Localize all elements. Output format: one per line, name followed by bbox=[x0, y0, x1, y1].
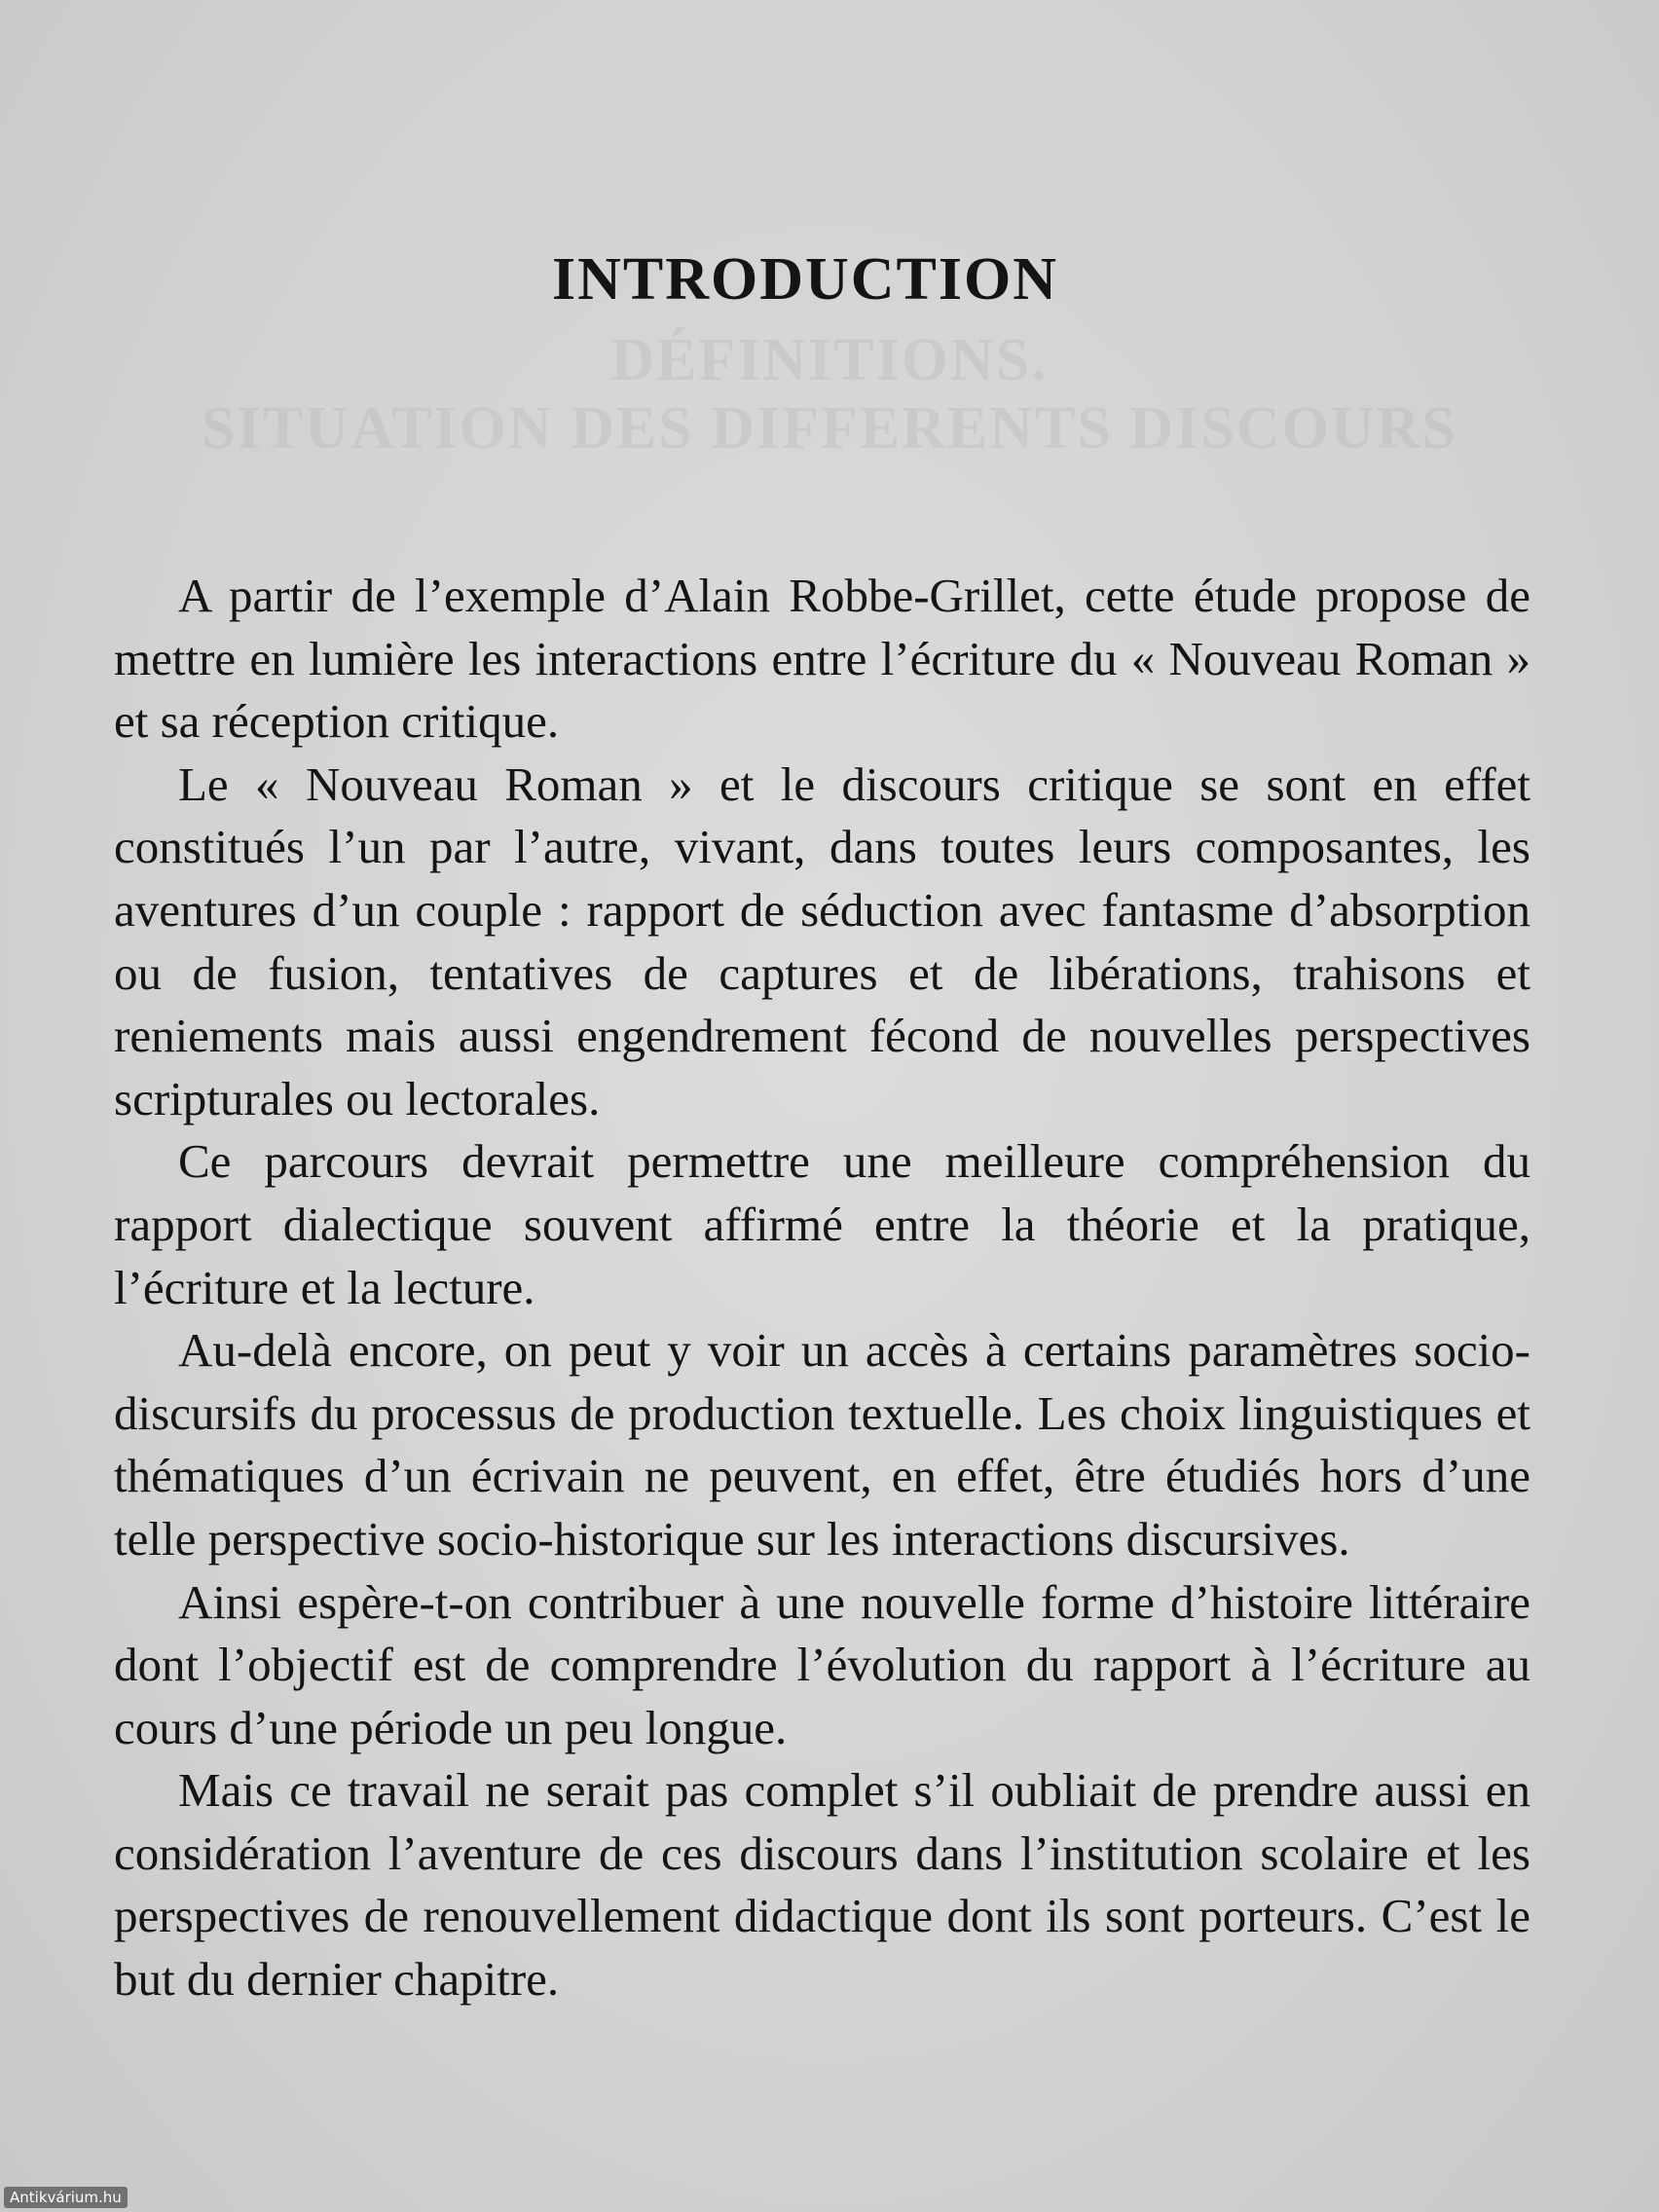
page-title: INTRODUCTION bbox=[551, 246, 1059, 313]
paragraph-3: Ce parcours devrait permettre une meilleure compréhension du rapport dialectique souvent affirmé entre la théorie et la pratique, l’écriture et la lecture. bbox=[114, 1134, 1530, 1314]
paragraph-2: Le « Nouveau Roman » et le discours critique se sont en effet constitués l’un par l’autre, vivant, dans toutes leurs composantes, les aventures d’un couple : rapport de séduction avec fantasme d’absorption ou de fusion, tentatives de captures et de libérations, trahisons et reniements mais aussi engendrement fécond de nouvelles perspectives scripturales ou lectorales. bbox=[114, 756, 1530, 1125]
paragraph-5: Ainsi espère-t-on contribuer à une nouvelle forme d’histoire littéraire dont l’objectif est de comprendre l’évolution du rapport à l’écriture au cours d’une période un peu longue. bbox=[114, 1574, 1530, 1754]
paragraph-4: Au-delà encore, on peut y voir un accès à certains paramètres socio-discursifs du processus de production textuelle. Les choix linguistiques et thématiques d’un écrivain ne peuvent, en effet, être étudiés hors d’une telle perspective socio-historique sur les interactions discursives. bbox=[114, 1323, 1530, 1566]
watermark-label: Antikvárium.hu bbox=[4, 2187, 128, 2208]
paragraph-6: Mais ce travail ne serait pas complet s’il oubliait de prendre aussi en considération l’aventure de ces discours dans l’institution scolaire et les perspectives de renouvellement didactique dont ils sont porteurs. C’est le but du dernier chapitre. bbox=[114, 1763, 1530, 2007]
bleed-through-line-1: DÉFINITIONS. bbox=[610, 327, 1049, 393]
paragraph-1: A partir de l’exemple d’Alain Robbe-Grillet, cette étude propose de mettre en lumière les interactions entre l’écriture du « Nouveau Roman » et sa réception critique. bbox=[114, 569, 1530, 749]
body-text bbox=[114, 565, 1530, 2011]
bleed-through-line-2: SITUATION DES DIFFERENTS DISCOURS bbox=[202, 395, 1457, 461]
